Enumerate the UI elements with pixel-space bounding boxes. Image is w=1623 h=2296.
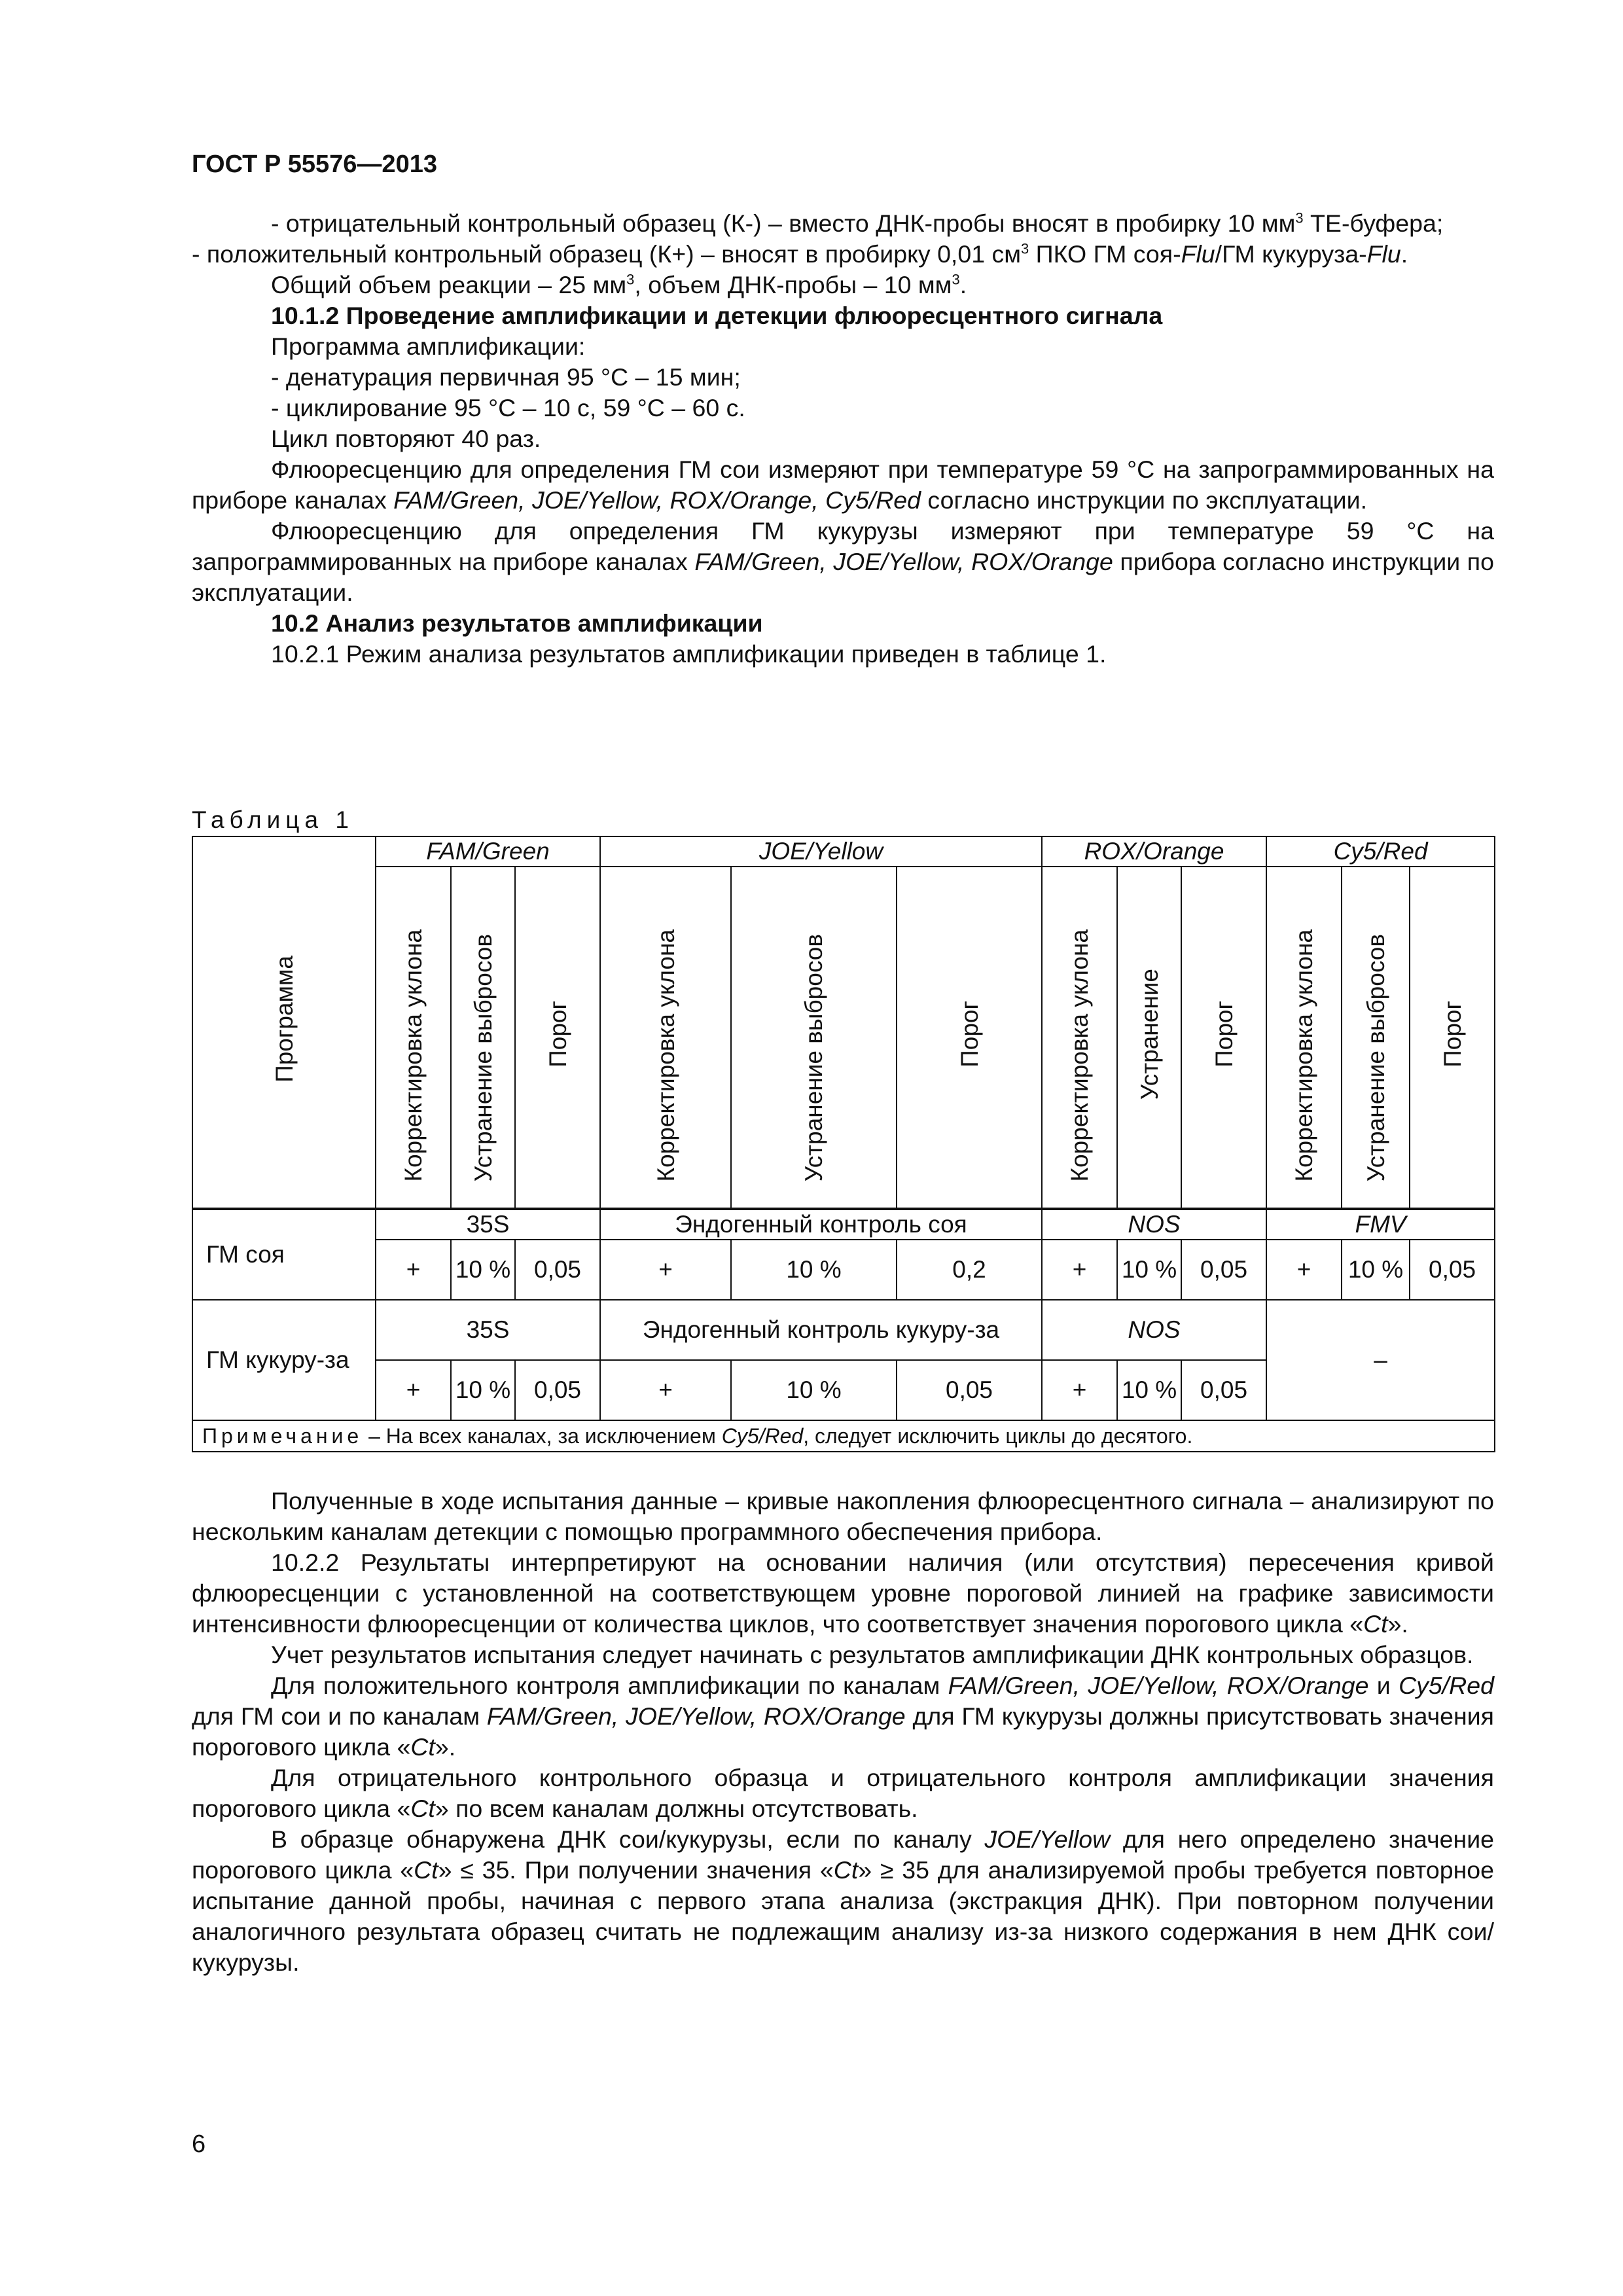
soy-value: + <box>600 1240 731 1300</box>
soy-value: 10 % <box>731 1240 897 1300</box>
control-results-paragraph: Учет результатов испытания следует начинать с результатов амплификации ДНК контрольных образцов. <box>271 1641 1474 1668</box>
standard-number: ГОСТ Р 55576—2013 <box>192 151 437 178</box>
soy-value: 0,2 <box>897 1240 1042 1300</box>
channel-fam-green: FAM/Green <box>376 836 600 867</box>
corn-target-joe: Эндогенный контроль кукуру-за <box>600 1300 1042 1360</box>
amplification-analysis-table <box>192 836 1495 1452</box>
paragraph-10-2-2: 10.2.2 Результаты интерпретируют на основании наличия (или отсутствия) пересечения кривой флюоресценции с установленной на соответствующем уровне пороговой линией на графике зависимости интенсивности флюоресценции от количества циклов, что соответствует значения порогового цикла «Ct». <box>192 1549 1494 1638</box>
table-note: Примечание – На всех каналах, за исключением Cy5/Red, следует исключить циклы до десятого. <box>192 1420 1495 1452</box>
cy5-threshold-header: Порог <box>1410 867 1495 1209</box>
program-step-2: - циклирование 95 °С – 10 с, 59 °С – 60 с. <box>271 394 745 422</box>
soy-value: + <box>1266 1240 1342 1300</box>
soy-target-fam: 35S <box>376 1209 600 1240</box>
soy-value: 10 % <box>451 1240 515 1300</box>
corn-value: + <box>1042 1360 1117 1420</box>
corn-value: 10 % <box>731 1360 897 1420</box>
soy-value: + <box>376 1240 451 1300</box>
table-row-corn-targets <box>192 1300 1495 1360</box>
channel-joe-yellow: JOE/Yellow <box>600 836 1042 867</box>
soy-value: 0,05 <box>1181 1240 1266 1300</box>
heading-10-2: 10.2 Анализ результатов амплификации <box>271 609 763 637</box>
joe-threshold-header: Порог <box>897 867 1042 1209</box>
table-header-channels <box>192 836 1495 867</box>
heading-10-1-2: 10.1.2 Проведение амплификации и детекции флюоресцентного сигнала <box>271 302 1163 329</box>
joe-outliers-header: Устранение выбросов <box>731 867 897 1209</box>
corn-value: 10 % <box>451 1360 515 1420</box>
corn-value: + <box>376 1360 451 1420</box>
bottom-text-block <box>192 1486 1494 1978</box>
soy-value: 10 % <box>1117 1240 1181 1300</box>
curves-paragraph: Полученные в ходе испытания данные – кривые накопления флюоресцентного сигнала – анализируют по нескольким каналам детекции с помощью программного обеспечения прибора. <box>192 1487 1494 1545</box>
negative-control-paragraph: - отрицательный контрольный образец (К-) – вместо ДНК-пробы вносят в пробирку 10 $мм^3$ ТЕ-буфера; <box>271 209 1444 237</box>
row-label-corn: ГМ кукуру-за <box>192 1300 376 1420</box>
page-number: 6 <box>192 2130 206 2158</box>
detection-paragraph: В образце обнаружена ДНК сои/кукурузы, если по каналу JOE/Yellow для него определено значение порогового цикла «Ct» ≤ 35. При получении значения «Ct» ≥ 35 для анализируемой пробы требуется повторное испытание данной пробы, начиная с первого этапа анализа (экстракция ДНК). При повторном получении аналогичного результата образец считать не подлежащим анализу из-за низкого содержания в нем ДНК сои/кукурузы. <box>192 1825 1495 1976</box>
corn-target-rox: NOS <box>1042 1300 1266 1360</box>
corn-value: 10 % <box>1117 1360 1181 1420</box>
positive-control-paragraph: - положительный контрольный образец (К+) – вносят в пробирку 0,01 $см^3$ ПКО ГМ соя-Flu/ГМ кукуруза-Flu. <box>192 240 1408 268</box>
soy-value: 0,05 <box>515 1240 600 1300</box>
corn-fluorescence-paragraph: Флюоресценцию для определения ГМ кукурузы измеряют при температуре 59 °С на запрограммированных на приборе каналах FAM/Green, JOE/Yellow, ROX/Orange прибора согласно инструкции по эксплуатации. <box>192 517 1494 606</box>
row-label-soy: ГМ соя <box>192 1209 376 1300</box>
soy-target-rox: NOS <box>1042 1209 1266 1240</box>
channel-cy5-red: Cy5/Red <box>1266 836 1495 867</box>
table-note-row <box>192 1420 1495 1452</box>
table-caption: Таблица 1 <box>192 806 354 833</box>
top-text-block <box>192 208 1494 670</box>
corn-value: + <box>600 1360 731 1420</box>
fam-slope-header: Корректировка уклона <box>376 867 451 1209</box>
table-header-subcolumns <box>192 867 1495 1209</box>
program-header-label: Программа <box>270 956 298 1083</box>
paragraph-10-2-1: 10.2.1 Режим анализа результатов амплификации приведен в таблице 1. <box>271 640 1107 668</box>
corn-value: 0,05 <box>1181 1360 1266 1420</box>
corn-cy5-dash: – <box>1266 1300 1495 1420</box>
soy-fluorescence-paragraph: Флюоресценцию для определения ГМ сои измеряют при температуре 59 °С на запрограммированных на приборе каналах FAM/Green, JOE/Yellow, ROX/Orange, Cy5/Red согласно инструкции по эксплуатации. <box>192 456 1494 514</box>
soy-target-cy5: FMV <box>1266 1209 1495 1240</box>
program-header-cell <box>192 836 376 1209</box>
cycle-repeat: Цикл повторяют 40 раз. <box>271 425 541 452</box>
program-title: Программа амплификации: <box>271 332 586 360</box>
table-row-soy-targets <box>192 1209 1495 1240</box>
reaction-volume-paragraph: Общий объем реакции – 25 $мм^3$, объем ДНК-пробы – 10 $мм^3$. <box>271 271 967 298</box>
program-step-1: - денатурация первичная 95 °С – 15 мин; <box>271 363 741 391</box>
positive-amp-control-paragraph: Для положительного контроля амплификации по каналам FAM/Green, JOE/Yellow, ROX/Orange и Cy5/Red для ГМ сои и по каналам FAM/Green, JOE/Yellow, ROX/Orange для ГМ кукурузы должны присутствовать значения порогового цикла «Ct». <box>192 1672 1494 1761</box>
corn-value: 0,05 <box>897 1360 1042 1420</box>
rox-slope-header: Корректировка уклона <box>1042 867 1117 1209</box>
soy-value: + <box>1042 1240 1117 1300</box>
cy5-outliers-header: Устранение выбросов <box>1342 867 1410 1209</box>
corn-target-fam: 35S <box>376 1300 600 1360</box>
joe-slope-header: Корректировка уклона <box>600 867 731 1209</box>
cy5-slope-header: Корректировка уклона <box>1266 867 1342 1209</box>
table-row-soy-values <box>192 1240 1495 1300</box>
fam-outliers-header: Устранение выбросов <box>451 867 515 1209</box>
fam-threshold-header: Порог <box>515 867 600 1209</box>
channel-rox-orange: ROX/Orange <box>1042 836 1266 867</box>
rox-outliers-header: Устранение <box>1117 867 1181 1209</box>
soy-value: 0,05 <box>1410 1240 1495 1300</box>
corn-value: 0,05 <box>515 1360 600 1420</box>
soy-value: 10 % <box>1342 1240 1410 1300</box>
negative-amp-control-paragraph: Для отрицательного контрольного образца и отрицательного контроля амплификации значения порогового цикла «Ct» по всем каналам должны отсутствовать. <box>192 1764 1494 1822</box>
soy-target-joe: Эндогенный контроль соя <box>600 1209 1042 1240</box>
rox-threshold-header: Порог <box>1181 867 1266 1209</box>
